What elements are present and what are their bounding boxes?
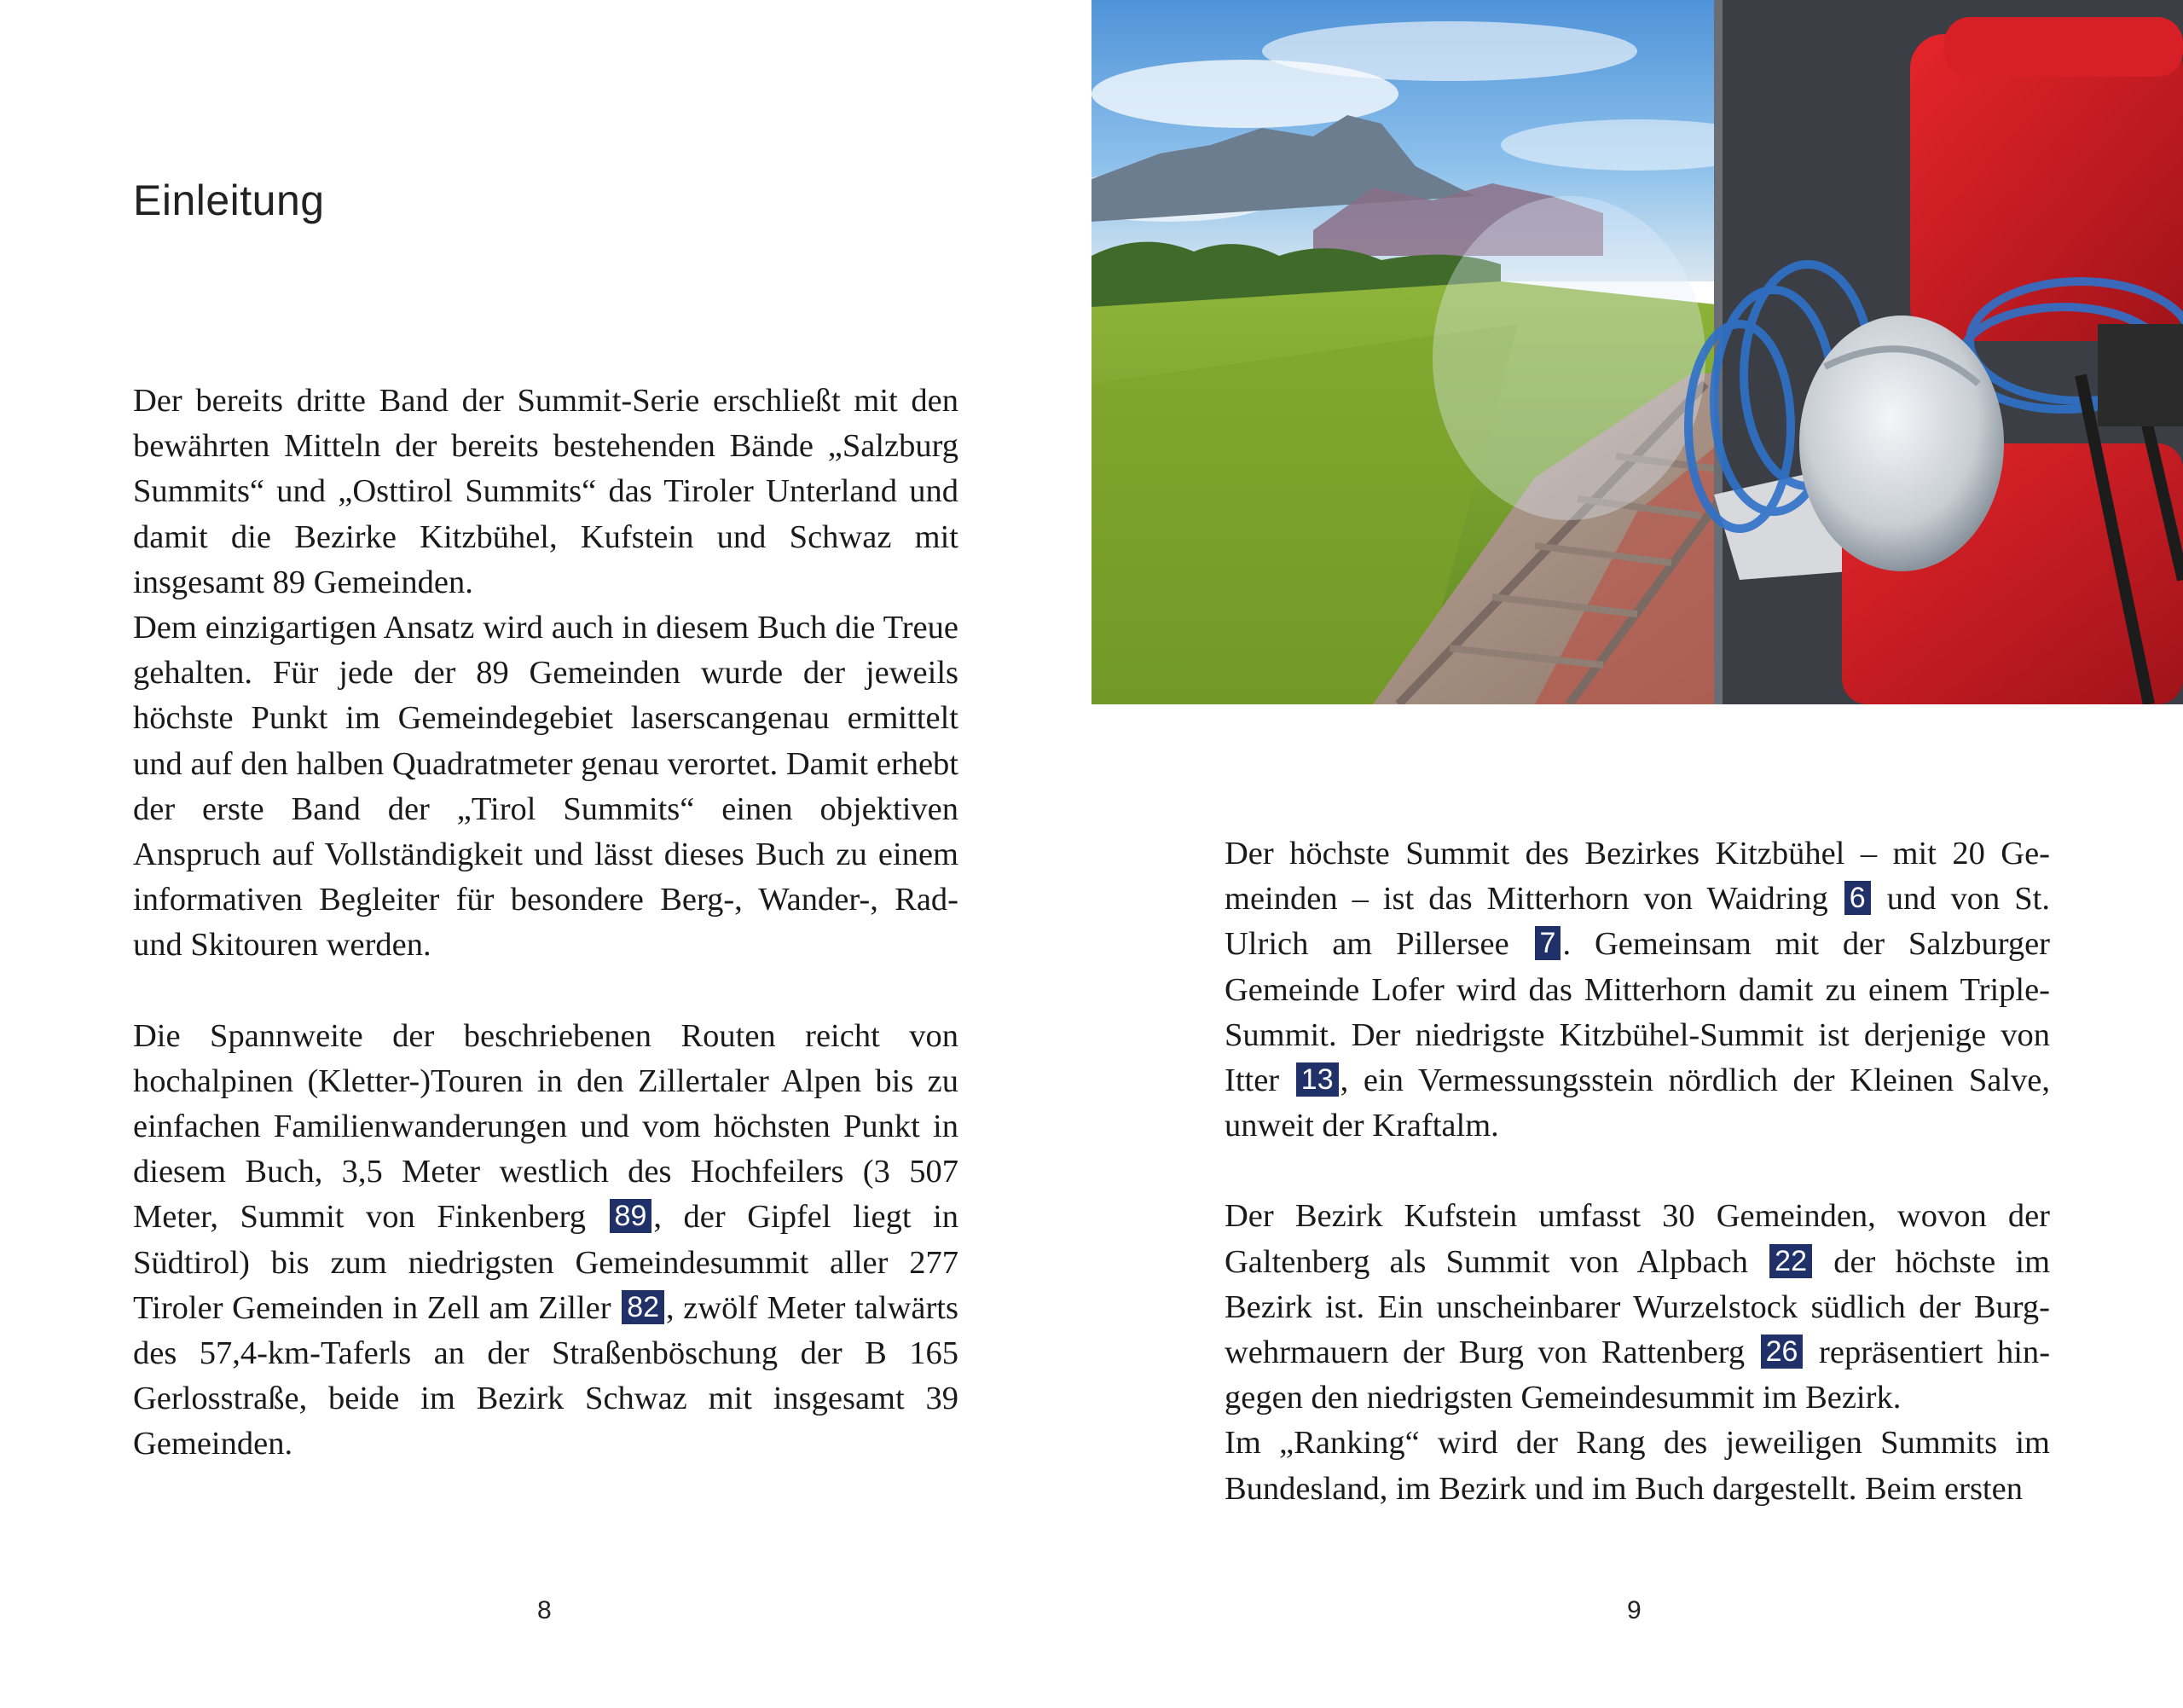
summit-number-badge: 13 xyxy=(1296,1062,1339,1097)
text-run: . Gemeinsam mit der Salzburger Gemeinde Lofer wird das Mitterhorn damit zu einem Triple-Summit. Der niedrigste Kitzbühel-Summit ist derjenige von Itter xyxy=(1225,926,2050,1099)
left-paragraph-2: Dem einzigartigen Ansatz wird auch in diesem Buch die Treue gehalten. Für jede der 89 Gemeinden wurde der jeweils höchste Punkt im Gemeindegebiet laserscangenau ermittelt und auf den halben Quadratmeter genau verortet. Damit erhebt der erste Band der „Tirol Summits“ einen objektiven Anspruch auf Vollständigkeit und lässt dieses Buch zu einem informativen Begleiter für besondere Berg-, Wander-, Rad- und Skitouren werden. xyxy=(133,610,958,964)
right-body-text xyxy=(1225,831,2050,1512)
summit-number-badge: 22 xyxy=(1769,1244,1812,1278)
left-paragraph-3 xyxy=(133,1014,958,1468)
summit-number-badge: 7 xyxy=(1535,926,1561,960)
left-body-text xyxy=(133,379,958,1468)
right-paragraph-1 xyxy=(1225,831,2050,1149)
text-run: , zwölf Meter talwärts des 57,4-km-Taferls an der Straßenböschung der B 165 Gerlosstraße, beide im Bezirk Schwaz mit insgesamt 39 Gemeinden. xyxy=(133,1289,958,1462)
page-number-right: 9 xyxy=(1627,1596,1642,1624)
right-paragraph-3: Im „Ranking“ wird der Rang des jeweiligen Summits im Bundesland, im Bezirk und im Buch dargestellt. Beim ersten xyxy=(1225,1425,2050,1507)
page-number-left: 8 xyxy=(537,1596,552,1624)
text-run: Die Spannweite der beschriebenen Routen reicht von hochalpinen (Kletter-)Touren in den Zillertaler Alpen bis zu einfachen Familienwanderungen und vom höchsten Punkt in diesem Buch, 3,5 Meter westlich des Hochfeilers (3 507 Meter, Summit von Finkenberg xyxy=(133,1017,958,1236)
text-run: , der Gipfel liegt in Südtirol) bis zum niedrigsten Gemeindesummit aller 277 Tiroler Gemeinden in Zell am Ziller xyxy=(133,1199,959,1326)
summit-number-badge: 89 xyxy=(610,1199,652,1233)
train-window-photo xyxy=(1092,0,2183,704)
text-run: Der höchste Summit des Bezirkes Kitzbühel – mit 20 Gemeinden – ist das Mitterhorn von Waidring xyxy=(1225,836,2050,918)
summit-number-badge: 6 xyxy=(1844,881,1871,915)
summit-number-badge: 82 xyxy=(622,1290,664,1324)
text-run: , ein Vermessungsstein nördlich der Kleinen Salve, unweit der Kraftalm. xyxy=(1225,1062,2050,1144)
summit-number-badge: 26 xyxy=(1761,1335,1804,1369)
right-paragraph-2 xyxy=(1225,1194,2050,1421)
left-paragraph-1: Der bereits dritte Band der Summit-Serie erschließt mit den bewährten Mitteln der bereits bestehenden Bände „Salzburg Summits“ und „Osttirol Summits“ das Tiroler Unterland und damit die Bezirke Kitzbühel, Kufstein und Schwaz mit insgesamt 89 Gemeinden. xyxy=(133,383,958,600)
chapter-title: Einleitung xyxy=(133,176,325,224)
text-run: und von St. Ulrich am Pillersee xyxy=(1225,881,2050,963)
text-run: repräsentiert hingegen den niedrigsten Gemeindesummit im Bezirk. xyxy=(1225,1335,2051,1416)
text-run: Der Bezirk Kufstein umfasst 30 Gemeinden, wovon der Galtenberg als Summit von Alpbach xyxy=(1225,1198,2050,1280)
photo-illustration xyxy=(1092,0,2183,704)
text-run: der höchste im Bezirk ist. Ein unscheinbarer Wurzelstock südlich der Burgwehrmauern der Burg von Rattenberg xyxy=(1225,1243,2051,1371)
